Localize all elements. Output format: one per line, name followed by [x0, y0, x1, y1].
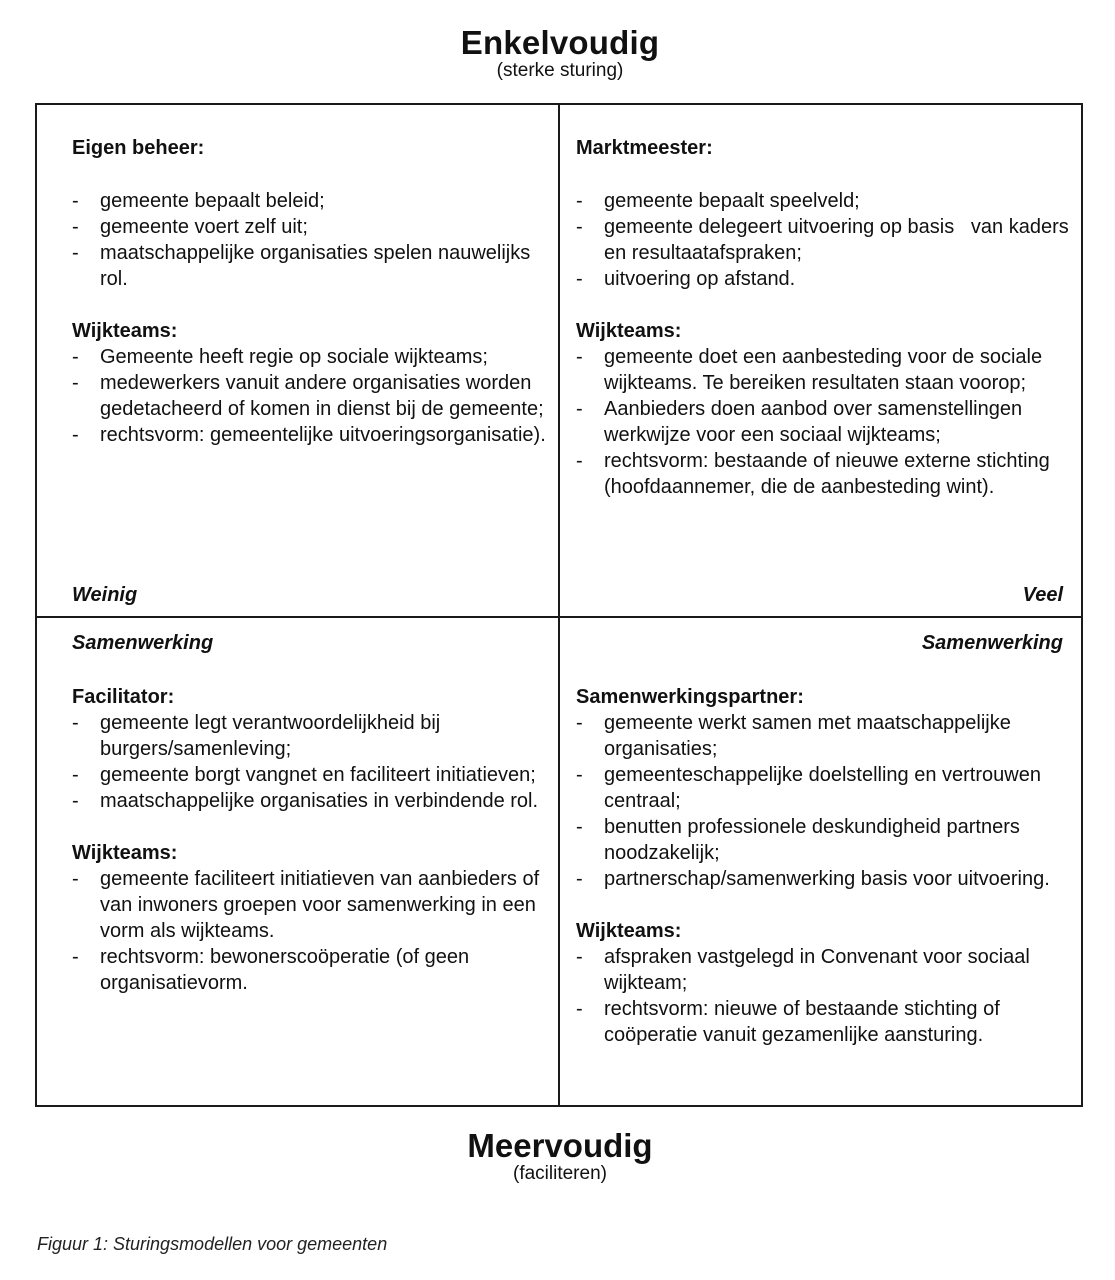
figure-caption: Figuur 1: Sturingsmodellen voor gemeenten: [37, 1234, 388, 1254]
list-item-text: maatschappelijke organisaties in verbindende rol.: [100, 790, 539, 812]
quadrant-heading: Eigen beheer:: [72, 137, 205, 159]
list-item-text: gemeente voert zelf uit;: [100, 216, 308, 238]
list-item-text: rechtsvorm: gemeentelijke uitvoeringsorganisatie).: [100, 424, 546, 446]
quadrant-facilitator: [72, 684, 547, 996]
list-item-text: gemeente bepaalt speelveld;: [604, 190, 860, 212]
list-item: - gemeente werkt samen met maatschappelijke organisaties;: [576, 712, 1011, 760]
list-item: - rechtsvorm: bewonerscoöperatie (of geen organisatievorm.: [72, 946, 470, 994]
list-item-text: gemeente doet een aanbesteding voor de sociale wijkteams. Te bereiken resultaten staan voorop;: [604, 346, 1043, 394]
axis-label-samenwerking-left: Samenwerking: [72, 632, 214, 654]
list-item-text: Gemeente heeft regie op sociale wijkteams;: [100, 346, 488, 368]
list-item-text: gemeente delegeert uitvoering op basis van kaders en resultaatafspraken;: [604, 216, 1075, 264]
list-item: - gemeente legt verantwoordelijkheid bij burgers/samenleving;: [72, 712, 441, 760]
list-item: - maatschappelijke organisaties in verbindende rol.: [72, 790, 539, 812]
list-item: - partnerschap/samenwerking basis voor uitvoering.: [576, 868, 1050, 890]
list-item: - benutten professionele deskundigheid partners noodzakelijk;: [576, 816, 1020, 864]
list-item-text: medewerkers vanuit andere organisaties worden gedetacheerd of komen in dienst bij de gemeente;: [100, 372, 544, 420]
list-item: - gemeente borgt vangnet en faciliteert initiatieven;: [72, 764, 536, 786]
bullet-list: [576, 944, 1071, 1048]
list-item: - maatschappelijke organisaties spelen nauwelijks rol.: [72, 242, 531, 290]
list-item: - gemeente doet een aanbesteding voor de sociale wijkteams. Te bereiken resultaten staan voorop;: [576, 346, 1043, 394]
bullet-list: [72, 344, 547, 448]
list-item: - gemeente bepaalt beleid;: [72, 190, 325, 212]
bottom-subtitle: (faciliteren): [513, 1163, 607, 1184]
list-item-text: afspraken vastgelegd in Convenant voor sociaal wijkteam;: [604, 946, 1030, 994]
bullet-list: [576, 344, 1071, 500]
quadrant-heading: Facilitator:: [72, 686, 175, 708]
list-item: - gemeente faciliteert initiatieven van aanbieders of van inwoners groepen voor samenwerking in een vorm als wijkteams.: [72, 868, 540, 942]
list-item: - gemeente voert zelf uit;: [72, 216, 308, 238]
list-item-text: gemeenteschappelijke doelstelling en vertrouwen centraal;: [604, 764, 1041, 812]
quadrant-samenwerkingspartner: [576, 684, 1071, 1048]
list-item: - afspraken vastgelegd in Convenant voor sociaal wijkteam;: [576, 946, 1030, 994]
list-item-text: Aanbieders doen aanbod over samenstellingen werkwijze voor een sociaal wijkteams;: [604, 398, 1023, 446]
top-subtitle: (sterke sturing): [496, 60, 624, 81]
list-item: - rechtsvorm: bestaande of nieuwe externe stichting (hoofdaannemer, die de aanbesteding wint).: [576, 450, 1050, 498]
list-item-text: gemeente bepaalt beleid;: [100, 190, 325, 212]
list-item-text: uitvoering op afstand.: [604, 268, 796, 290]
bottom-title: Meervoudig: [467, 1127, 653, 1164]
list-item: - gemeenteschappelijke doelstelling en vertrouwen centraal;: [576, 764, 1041, 812]
list-item-text: gemeente legt verantwoordelijkheid bij burgers/samenleving;: [100, 712, 441, 760]
list-item-text: maatschappelijke organisaties spelen nauwelijks rol.: [100, 242, 531, 290]
list-item: - uitvoering op afstand.: [576, 268, 796, 290]
wijkteams-heading: Wijkteams:: [72, 320, 178, 342]
axis-label-samenwerking-right: Samenwerking: [921, 632, 1063, 654]
wijkteams-heading: Wijkteams:: [72, 842, 178, 864]
list-item: - rechtsvorm: nieuwe of bestaande stichting of coöperatie vanuit gezamenlijke aansturing.: [576, 998, 1000, 1046]
list-item: - medewerkers vanuit andere organisaties worden gedetacheerd of komen in dienst bij de gemeente;: [72, 372, 544, 420]
quadrant-grid: [35, 103, 1083, 1107]
wijkteams-heading: Wijkteams:: [576, 920, 682, 942]
list-item-text: rechtsvorm: bestaande of nieuwe externe stichting (hoofdaannemer, die de aanbesteding wint).: [604, 450, 1050, 498]
list-item: - Aanbieders doen aanbod over samenstellingen werkwijze voor een sociaal wijkteams;: [576, 398, 1023, 446]
vertical-divider: [558, 105, 560, 1105]
list-item: - gemeente bepaalt speelveld;: [576, 190, 860, 212]
list-item-text: gemeente werkt samen met maatschappelijke organisaties;: [604, 712, 1011, 760]
quadrant-eigen-beheer: [72, 135, 547, 448]
quadrant-heading: Samenwerkingspartner:: [576, 686, 804, 708]
list-item: - rechtsvorm: gemeentelijke uitvoeringsorganisatie).: [72, 424, 546, 446]
bullet-list: [72, 866, 547, 996]
list-item-text: gemeente faciliteert initiatieven van aanbieders of van inwoners groepen voor samenwerking in een vorm als wijkteams.: [100, 868, 540, 942]
list-item-text: benutten professionele deskundigheid partners noodzakelijk;: [604, 816, 1020, 864]
list-item-text: rechtsvorm: nieuwe of bestaande stichting of coöperatie vanuit gezamenlijke aansturing.: [604, 998, 1000, 1046]
top-title: Enkelvoudig: [460, 24, 660, 61]
bullet-list: [576, 710, 1071, 892]
list-item-text: rechtsvorm: bewonerscoöperatie (of geen organisatievorm.: [100, 946, 470, 994]
list-item-text: gemeente borgt vangnet en faciliteert initiatieven;: [100, 764, 536, 786]
wijkteams-heading: Wijkteams:: [576, 320, 682, 342]
list-item-text: partnerschap/samenwerking basis voor uitvoering.: [604, 868, 1050, 890]
bullet-list: [72, 188, 547, 292]
axis-label-veel: Veel: [1022, 584, 1063, 606]
quadrant-heading: Marktmeester:: [576, 137, 713, 159]
horizontal-divider: [37, 616, 1081, 618]
list-item: - gemeente delegeert uitvoering op basis van kaders en resultaatafspraken;: [576, 216, 1075, 264]
bullet-list: [72, 710, 547, 814]
quadrant-marktmeester: [576, 135, 1075, 500]
axis-label-weinig: Weinig: [72, 584, 138, 606]
list-item: - Gemeente heeft regie op sociale wijkteams;: [72, 346, 488, 368]
bullet-list: [576, 188, 1075, 292]
